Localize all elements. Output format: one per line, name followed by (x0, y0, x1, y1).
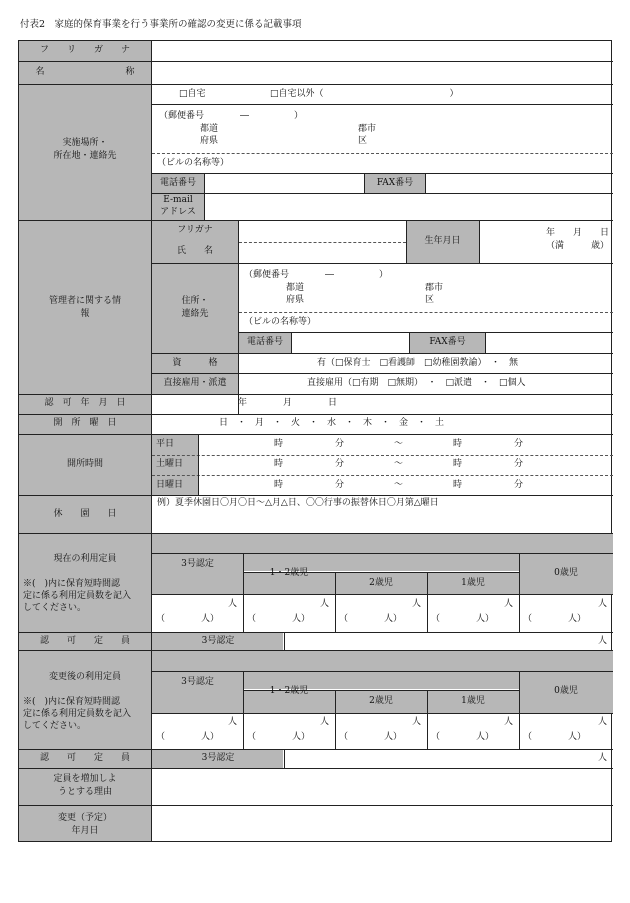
manager-fax-label: FAX番号 (429, 337, 466, 347)
current-age2-header: 2歳児 (369, 578, 393, 588)
changed-age1-count: 人 (503, 717, 513, 727)
changed-age0-short: （ 人） (523, 732, 587, 742)
hours-sunday-tilde: ～ (394, 480, 404, 490)
qualification-label: 資 格 (172, 358, 218, 368)
changed-age1-header: 1歳児 (461, 696, 485, 706)
facility-city-2: 区 (358, 136, 368, 146)
changed-capacity-label: 変更後の利用定員 (48, 672, 121, 682)
hours-weekday-hour-close: 時 (453, 439, 463, 449)
current-age1-header: 1歳児 (461, 578, 485, 588)
facility-phone-label: 電話番号 (159, 178, 196, 188)
current-capacity-header (152, 534, 613, 553)
facility-label: 実施場所・ (62, 138, 108, 148)
hours-row-saturday: 土曜日 (156, 459, 184, 469)
hours-saturday-hour-open: 時 (274, 459, 284, 469)
changed-age12-count: 人 (319, 717, 329, 727)
facility-email-label: E-mail (163, 195, 193, 205)
hours-row-weekday: 平日 (156, 439, 175, 449)
hours-saturday-min-close: 分 (514, 459, 524, 469)
facility-building: （ビルの名称等） (157, 158, 230, 168)
manager-city: 郡市 (425, 283, 444, 293)
changed-age12-header: 1・2歳児 (269, 686, 309, 696)
age: （満 歳） (545, 241, 609, 251)
employment-label: 直接雇用・派遣 (163, 378, 227, 388)
current-cert3-header: 3号認定 (181, 559, 214, 569)
manager-city-2: 区 (425, 295, 435, 305)
approval-date-value: 年 月 日 (238, 398, 338, 408)
changed-cert3-short: （ 人） (156, 732, 220, 742)
changed-age2-short: （ 人） (339, 732, 403, 742)
changed-capacity-header (152, 651, 613, 671)
changed-age0-count: 人 (597, 717, 607, 727)
current-age0-short: （ 人） (523, 614, 587, 624)
hours-sunday-min-open: 分 (335, 480, 345, 490)
approved-capacity-label: 認 可 定 員 (39, 636, 130, 646)
manager-prefecture: 都道 (286, 283, 305, 293)
facility-fax-label: FAX番号 (376, 178, 414, 188)
hours-saturday-hour-close: 時 (453, 459, 463, 469)
hours-weekday-hour-open: 時 (274, 439, 284, 449)
changed-capacity-note-2: 定に係る利用定員数を記入 (23, 709, 132, 719)
changed-age2-count: 人 (411, 717, 421, 727)
increase-reason-label-2: うとする理由 (57, 787, 112, 797)
hours-sunday-hour-open: 時 (274, 480, 284, 490)
hours-saturday-tilde: ～ (394, 459, 404, 469)
manager-address-label-2: 連絡先 (181, 309, 209, 319)
current-age12-short: （ 人） (247, 614, 311, 624)
current-age0-header: 0歳児 (554, 568, 578, 578)
manager-label: 管理者に関する情 (48, 296, 121, 306)
hours-weekday-tilde: ～ (394, 439, 404, 449)
current-age2-count: 人 (411, 599, 421, 609)
approved-cert3-label: 3号認定 (201, 636, 235, 646)
current-age1-short: （ 人） (431, 614, 495, 624)
home-checkbox[interactable]: □自宅 (179, 89, 206, 99)
page-title: 付表2 家庭的保育事業を行う事業所の確認の変更に係る記載事項 (20, 19, 302, 30)
approval-date-label: 認 可 年 月 日 (44, 398, 126, 408)
facility-city: 郡市 (358, 124, 377, 134)
hours-weekday-min-open: 分 (335, 439, 345, 449)
current-age12-header: 1・2歳児 (269, 568, 309, 578)
changed-age1-short: （ 人） (431, 732, 495, 742)
holiday-label: 休 園 日 (53, 509, 117, 519)
facility-postal: （郵便番号 ― ） (159, 111, 304, 121)
birth-date: 年 月 日 (545, 228, 609, 238)
increase-reason-label: 定員を増加しよ (53, 774, 117, 784)
approved-capacity-unit-2: 人 (597, 753, 607, 763)
facility-label-2: 所在地・連絡先 (53, 151, 117, 161)
hours-weekday-min-close: 分 (514, 439, 524, 449)
manager-building: （ビルの名称等） (244, 317, 317, 327)
changed-cert3-header: 3号認定 (181, 677, 214, 687)
name-label: 名 称 (35, 67, 135, 77)
hours-sunday-min-close: 分 (514, 480, 524, 490)
current-capacity-note-2: 定に係る利用定員数を記入 (23, 591, 132, 601)
approved-capacity-label-2: 認 可 定 員 (39, 753, 130, 763)
current-age12-count: 人 (319, 599, 329, 609)
hours-row-sunday: 日曜日 (156, 480, 184, 490)
changed-age2-header: 2歳児 (369, 696, 393, 706)
qualification-options[interactable]: 有（□保育士 □看護師 □幼稚園教諭） ・ 無 (317, 358, 519, 368)
birth-date-label: 生年月日 (424, 236, 461, 246)
holiday-example: 例）夏季休園日〇月〇日～△月△日、〇〇行事の振替休日〇月第△曜日 (157, 498, 439, 508)
manager-postal: （郵便番号 ― ） (244, 270, 389, 280)
form-table (18, 40, 612, 842)
manager-prefecture-2: 府県 (286, 295, 305, 305)
furigana-label: フ リ ガ ナ (39, 45, 130, 55)
current-cert3-count: 人 (227, 599, 237, 609)
hours-sunday-hour-close: 時 (453, 480, 463, 490)
current-capacity-note: ※( )内に保育短時間認 (23, 579, 121, 589)
facility-prefecture: 都道 (200, 124, 219, 134)
change-date-label-2: 年月日 (71, 826, 99, 836)
changed-capacity-note: ※( )内に保育短時間認 (23, 697, 121, 707)
manager-name-label: 氏 名 (176, 246, 213, 256)
current-cert3-short: （ 人） (156, 614, 220, 624)
current-age0-count: 人 (597, 599, 607, 609)
opening-days-label: 開 所 曜 日 (53, 418, 117, 428)
hours-saturday-min-open: 分 (335, 459, 345, 469)
employment-options[interactable]: 直接雇用（□有期 □無期） ・ □派遣 ・ □個人 (307, 378, 526, 388)
current-capacity-label: 現在の利用定員 (53, 554, 117, 564)
changed-age12-short: （ 人） (247, 732, 311, 742)
approved-capacity-unit: 人 (597, 636, 607, 646)
facility-prefecture-2: 府県 (200, 136, 219, 146)
change-date-label: 変更（予定） (57, 813, 112, 823)
changed-cert3-count: 人 (227, 717, 237, 727)
other-location-checkbox[interactable]: □自宅以外（ ） (270, 89, 459, 99)
manager-address-label: 住所・ (181, 296, 209, 306)
changed-capacity-note-3: してください。 (23, 721, 87, 731)
approved-cert3-label-2: 3号認定 (201, 753, 235, 763)
opening-days-value[interactable]: 日 ・ 月 ・ 火 ・ 水 ・ 木 ・ 金 ・ 土 (219, 418, 445, 428)
manager-phone-label: 電話番号 (246, 337, 283, 347)
current-age1-count: 人 (503, 599, 513, 609)
manager-furigana-label: フリガナ (177, 225, 213, 235)
current-capacity-note-3: してください。 (23, 603, 87, 613)
facility-email-label-2: アドレス (160, 207, 196, 217)
opening-hours-label: 開所時間 (66, 459, 103, 469)
changed-age0-header: 0歳児 (554, 686, 578, 696)
manager-label-2: 報 (80, 309, 90, 319)
current-age2-short: （ 人） (339, 614, 403, 624)
